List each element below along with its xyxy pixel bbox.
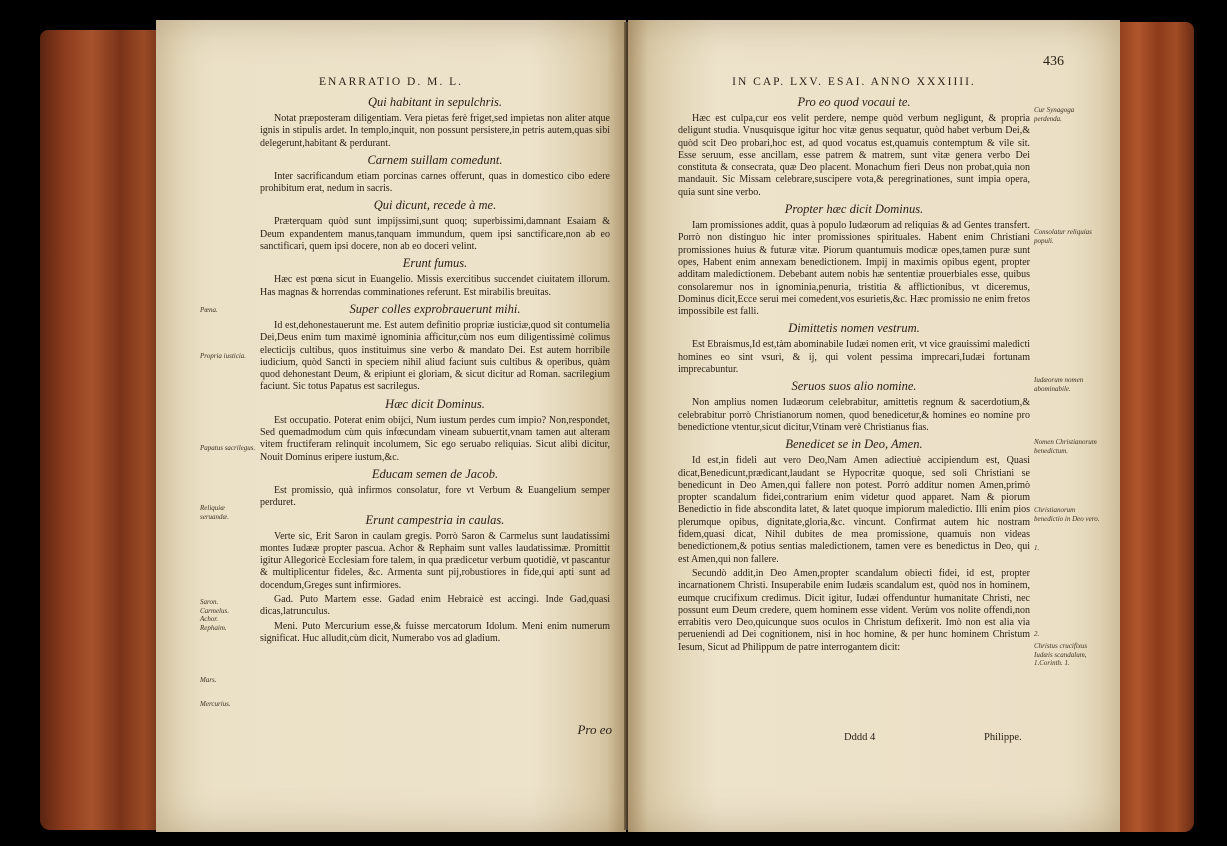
running-head-right: IN CAP. LXV. ESAI. ANNO XXXIIII.	[732, 76, 976, 88]
catchword-left: Pro eo	[577, 722, 612, 737]
section-heading: Propter hæc dicit Dominus.	[784, 202, 924, 217]
catchword-right: Philippe.	[984, 732, 1022, 743]
section-heading: Super colles exprobrauerunt mihi.	[349, 301, 521, 316]
open-book	[30, 12, 1200, 838]
margin-note: Christus crucifixus Iudæis scandalum, 1.Corinth. 1.	[1034, 642, 1088, 667]
margin-note: 2.	[1034, 630, 1040, 638]
paragraph: Meni. Puto Mercurium esse,& fuisse mercatorum Idolum. Meni enim numerum significat. Huc alludit,cùm dicit, Numerabo vos ad gladium.	[260, 620, 610, 644]
running-head-left: ENARRATIO D. M. L.	[319, 76, 463, 88]
section-heading: Carnem suillam comedunt.	[367, 152, 503, 167]
paragraph: Secundò addit,in Deo Amen,propter scandalum obiecti fidei, id est, propter incarnationem Christi. Insuperabile enim Iudæis scandalum est, quòd nos in hominem, eumque crucifixum credimus. Dicit igitur, Iudæi offenduntur humanitate Christi, nec possunt eum Deum credere, quem hominem esse vident. Verùm vos nolite offendi,non errabitis vero Deo,quicunque suos oculos in Christum defixerit. Imò non est alia via perueniendi ad Dei cognitionem, nisi in hoc homine, & per hunc hominem Christum Iesum, Sicut ad Philippum de patre interrogantem dicit:	[678, 567, 1030, 653]
left-page	[156, 20, 626, 832]
page-number: 436	[1043, 54, 1064, 69]
section-heading: Qui habitant in sepulchris.	[367, 95, 503, 109]
section-heading: Qui dicunt, recede à me.	[373, 198, 497, 213]
section-heading: Benedicet se in Deo, Amen.	[785, 437, 923, 452]
margin-note: 1.	[1034, 544, 1040, 552]
paragraph: Præterquam quòd sunt impijssimi,sunt quoq; superbissimi,damnant Esaiam & Deum expandentem manus,tanquam immundum, quem ipsi sanctificare,non ab eo sanctificari, quem ipsi docere, non ab eo doceri velint.	[260, 216, 610, 253]
section-heading: Educam semen de Jacob.	[371, 466, 499, 481]
paragraph: Est promissio, quà infirmos consolatur, fore vt Verbum & Euangelium semper perduret.	[260, 484, 610, 509]
margin-note: Papatus sacrilegus.	[200, 444, 256, 452]
paragraph: Inter sacrificandum etiam porcinas carnes offerunt, quas in domestico cibo edere prohibitum erat, nedum in sacris.	[260, 170, 610, 195]
paragraph: Notat præposteram diligentiam. Vera pietas ferè friget,sed impietas non aliter atque ignis in stipulis ardet. In templo,inquit, non possunt persistere,in petris autem,quas sibi delegerunt,habitant & perdurant.	[260, 113, 610, 149]
right-page-text	[678, 92, 1030, 656]
margin-note: Christianorum benedictio in Deo vero.	[1034, 506, 1100, 523]
margin-note: Mars.	[200, 676, 217, 684]
page-edges-right	[1114, 22, 1194, 832]
paragraph: Est Ebraismus,Id est,tàm abominabile Iudæi nomen erit, vt vice grauissimi maledicti homines eo sint vsuri, & ij, qui volent pessima imprecari,Iudæi fortunam imprecabuntur.	[678, 339, 1030, 376]
paragraph: Id est,dehonestauerunt me. Est autem definitio propriæ iusticiæ,quod sit contumelia Dei,Deus enim tum maximè ignominia afficitur,cùm nos eum diligentissimè colimus electicijs cultibus, quos instituimus sine verbo & mandato Dei. Est autem horribile iudicium, quòd Sancti in speciem nihil aliud faciunt suis cultibus & operibus, quàm quod dehonestant Deum, & eripiunt ei gloriam, & sicut dicitur ad Roman. sacrilegium faciunt. Sic totus Papatus est sacrilegus.	[260, 319, 610, 393]
section-heading: Pro eo quod vocaui te.	[797, 95, 911, 109]
margin-note: Consolatur reliquias populi.	[1034, 228, 1092, 245]
paragraph: Iam promissiones addit, quas à populo Iudæorum ad reliquias & ad Gentes transfert. Porrò non distinguo hic inter promissiones spirituales. Habent enim Christiani promissiones huius & futuræ vitæ. Piorum quantumuis modicæ opes,tamen puræ sunt opes, Habent enim annexam benedictionem. Impij in maximis opibus egent, propter additam maledictionem. Debebant autem nobis hæ sententiæ prouerbiales esse, quibus consolaremur nos in ignominia,penuria, tristitia & afflictionibus, vt diceremus, Dominus dicit,Ecce serui mei comedent,vos esurietis,&c. Hæc promissio ne enim fretos impossibile est falli.	[678, 220, 1030, 318]
section-heading: Hæc dicit Dominus.	[385, 396, 485, 411]
margin-note: Nomen Christianorum benedictum.	[1034, 438, 1097, 455]
margin-note: Iudæorum nomen abominabile.	[1034, 376, 1084, 393]
paragraph: Id est,in fideli aut vero Deo,Nam Amen adiectiuè accipiendum est, Quasi dicat,Benedicunt,prædicant,laudant se Hypocritæ quoque, sed soli Christiani se benedicunt in Deo Amen,qui fallere non potest. Porrò additur nomen Amen,primò propter scandalum fidei,contrarium enim videtur quod apparet. Nam & piorum Benedictio in fide abscondita latet, & latet quoque impiorum maledictio. Illi enim pios plerumque opibus, dignitate,gloria,&c. vincunt. Confirmat autem hic nostram fidem,quasi dicat, Nihil dubites de mea promissione, quamuis non videas benedictionem,& potius sentias maledictionem, tamen vere es benedictus in Deo, qui est Amen,qui non fallere.	[678, 455, 1030, 565]
section-heading: Dimittetis nomen vestrum.	[788, 321, 920, 336]
paragraph: Non amplius nomen Iudæorum celebrabitur, amittetis regnum & sacerdotium,& celebrabitur porrò Christianorum nomen, quod benedicetur,& homines eo nomine pro benedictione vtentur,sicut dicitur,Vtinam verè Christianus fias.	[678, 397, 1030, 433]
page-edges-left	[40, 30, 170, 830]
margin-note: Saron. Carmelus. Achor. Rephaim.	[200, 598, 229, 632]
paragraph: Est occupatio. Poterat enim obijci, Num iustum perdes cum impio? Non,respondet, Sed quemadmodum cùm quis infœcundam vineam subuertit,vnam tamen aut alteram vitem fructiferam relinquit incolumem, Sic ego seruabo reliquias. Sicut alibi dicitur, Nouit Dominus eripere iustum,&c.	[260, 414, 610, 463]
margin-note: Mercurius.	[200, 700, 231, 708]
margin-note: Cur Synagoga perdenda.	[1034, 106, 1075, 123]
paragraph: Verte sic, Erit Saron in caulam gregis. Porrò Saron & Carmelus sunt laudatissimi montes Iudææ propter pascua. Achor & Rephaim sunt valles laudatissimæ. Promittit igitur Allegoricè Ecclesiam fore talem, in qua prædicetur verbum quotidiè, vt pascantur & multiplicentur fideles, &c. Armenta sunt pij,robustiores in fide,qui apti sunt ad docendum,Greges sunt infirmiores.	[260, 530, 610, 591]
margin-note: Propria iusticia.	[200, 352, 247, 360]
signature-mark: Dddd 4	[844, 732, 876, 743]
section-heading: Erunt campestria in caulas.	[365, 512, 505, 527]
right-page	[628, 20, 1120, 832]
section-heading: Erunt fumus.	[402, 256, 468, 271]
paragraph: Hæc est pœna sicut in Euangelio. Missis exercitibus succendet ciuitatem illorum. Has magnas & horrendas comminationes referunt. Est mirabilis breuitas.	[260, 274, 610, 298]
paragraph: Gad. Puto Martem esse. Gadad enim Hebraicè est accingi. Inde Gad,quasi dicas,latrunculus.	[260, 594, 610, 618]
section-heading: Seruos suos alio nomine.	[791, 379, 917, 394]
margin-note: Pœna.	[200, 306, 218, 314]
paragraph: Hæc est culpa,cur eos velit perdere, nempe quòd verbum negligunt, & propria deligunt studia. Vnusquisque igitur hoc vitæ genus sequatur, quòd habet verbum Dei,& quòd scit Deo probari,hoc est, ad quod vocatus est,quamuis contemptum & vile sit. Esse seruum, esse ancillam, esse patrem & matrem, sunt vitæ genera verbo Dei constituta & consecrata, quæ Deo placent. Monachum fieri Deus non probat,quia non mandauit. Sic Missam celebrare,suscipere vota,& peregrinationes, sunt impia opera, quia sunt sine verbo.	[678, 113, 1030, 198]
left-page-text	[260, 92, 610, 647]
margin-note: Reliquiæ seruandæ.	[200, 504, 229, 521]
